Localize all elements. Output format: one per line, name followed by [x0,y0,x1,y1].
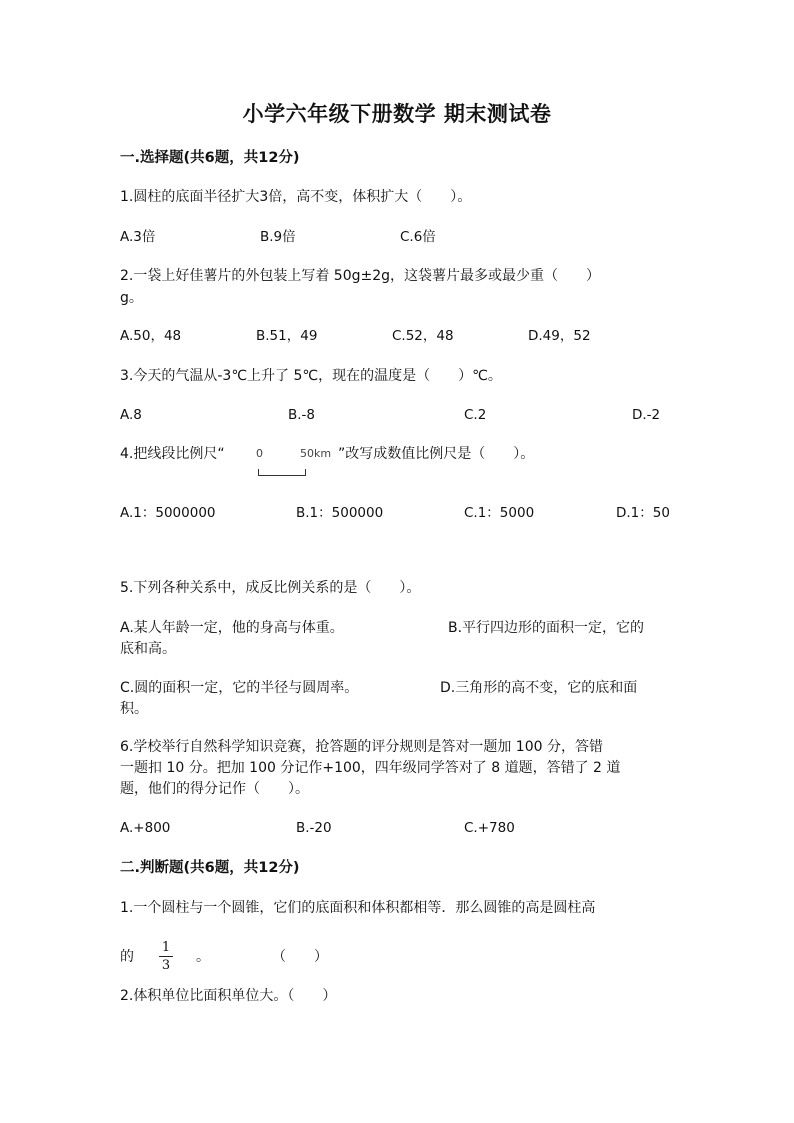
question-4-option-c: C.1：5000 [464,505,535,521]
question-3-option-d: D.-2 [632,407,661,423]
question-6-stem-line1: 6.学校举行自然科学知识竞赛，抢答题的评分规则是答对一题加 100 分，答错 [120,739,603,755]
question-5-option-d: D.三角形的高不变，它的底和面 [440,680,638,696]
judgment-1-stem-suffix: 。 [196,949,210,965]
exam-title: 小学六年级下册数学 期末测试卷 [242,102,552,126]
question-5-stem: 5.下列各种关系中，成反比例关系的是（ ）。 [120,580,421,596]
question-6-option-a: A.+800 [120,820,171,836]
scale-end-label: 50km [300,447,332,460]
question-6-stem-line3: 题，他们的得分记作（ ）。 [120,781,309,797]
question-2-option-a: A.50，48 [120,328,182,344]
question-5-option-b: B.平行四边形的面积一定，它的 [448,620,645,636]
question-6-option-b: B.-20 [296,820,332,836]
question-4-option-d: D.1：50 [616,505,670,521]
question-1-option-c: C.6倍 [400,229,436,245]
question-3-option-c: C.2 [464,407,487,423]
question-5-option-b-cont: 底和高。 [120,641,176,657]
question-1-option-b: B.9倍 [260,229,296,245]
question-6-stem-line2: 一题扣 10 分。把加 100 分记作+100，四年级同学答对了 8 道题，答错了 2 道 [120,760,621,776]
section-heading-judgment: 二.判断题(共6题，共12分) [120,860,300,876]
judgment-2-stem: 2.体积单位比面积单位大。（ ） [120,988,337,1004]
question-5-option-d-cont: 积。 [120,701,148,717]
judgment-1-stem-line1: 1.一个圆柱与一个圆锥，它们的底面积和体积都相等．那么圆锥的高是圆柱高 [120,900,596,916]
question-6-option-c: C.+780 [464,820,515,836]
question-1-stem: 1.圆柱的底面半径扩大3倍，高不变，体积扩大（ ）。 [120,189,472,205]
question-5-option-c: C.圆的面积一定，它的半径与圆周率。 [120,680,359,696]
question-2-stem-line2: g。 [120,290,143,306]
question-4-option-b: B.1：500000 [296,505,384,521]
question-4-stem-before: 4.把线段比例尺“ [120,446,225,462]
question-2-stem-line1: 2.一袋上好佳薯片的外包装上写着 50g±2g，这袋薯片最多或最少重（ ） [120,268,601,284]
fraction-numerator: 1 [161,940,171,955]
question-1-option-a: A.3倍 [120,229,156,245]
scale-start-label: 0 [256,447,263,460]
question-2-option-c: C.52，48 [392,328,454,344]
question-2-option-d: D.49，52 [528,328,591,344]
judgment-1-answer-blank: （ ） [272,949,328,965]
scale-bar [258,469,306,476]
question-5-option-a: A.某人年龄一定，他的身高与体重。 [120,620,344,636]
question-3-stem: 3.今天的气温从-3℃上升了 5℃，现在的温度是（ ）℃。 [120,368,502,384]
fraction-denominator: 3 [161,958,171,973]
section-heading-choice: 一.选择题(共6题，共12分) [120,150,300,166]
line-segment-scale-figure [246,443,338,479]
question-4-option-a: A.1：5000000 [120,505,216,521]
question-3-option-a: A.8 [120,407,142,423]
question-3-option-b: B.-8 [288,407,316,423]
judgment-1-stem-prefix: 的 [120,949,134,965]
question-4-stem-after: ”改写成数值比例尺是（ ）。 [338,446,535,462]
one-third-fraction [158,940,174,973]
question-2-option-b: B.51，49 [256,328,318,344]
fraction-bar [159,956,173,957]
